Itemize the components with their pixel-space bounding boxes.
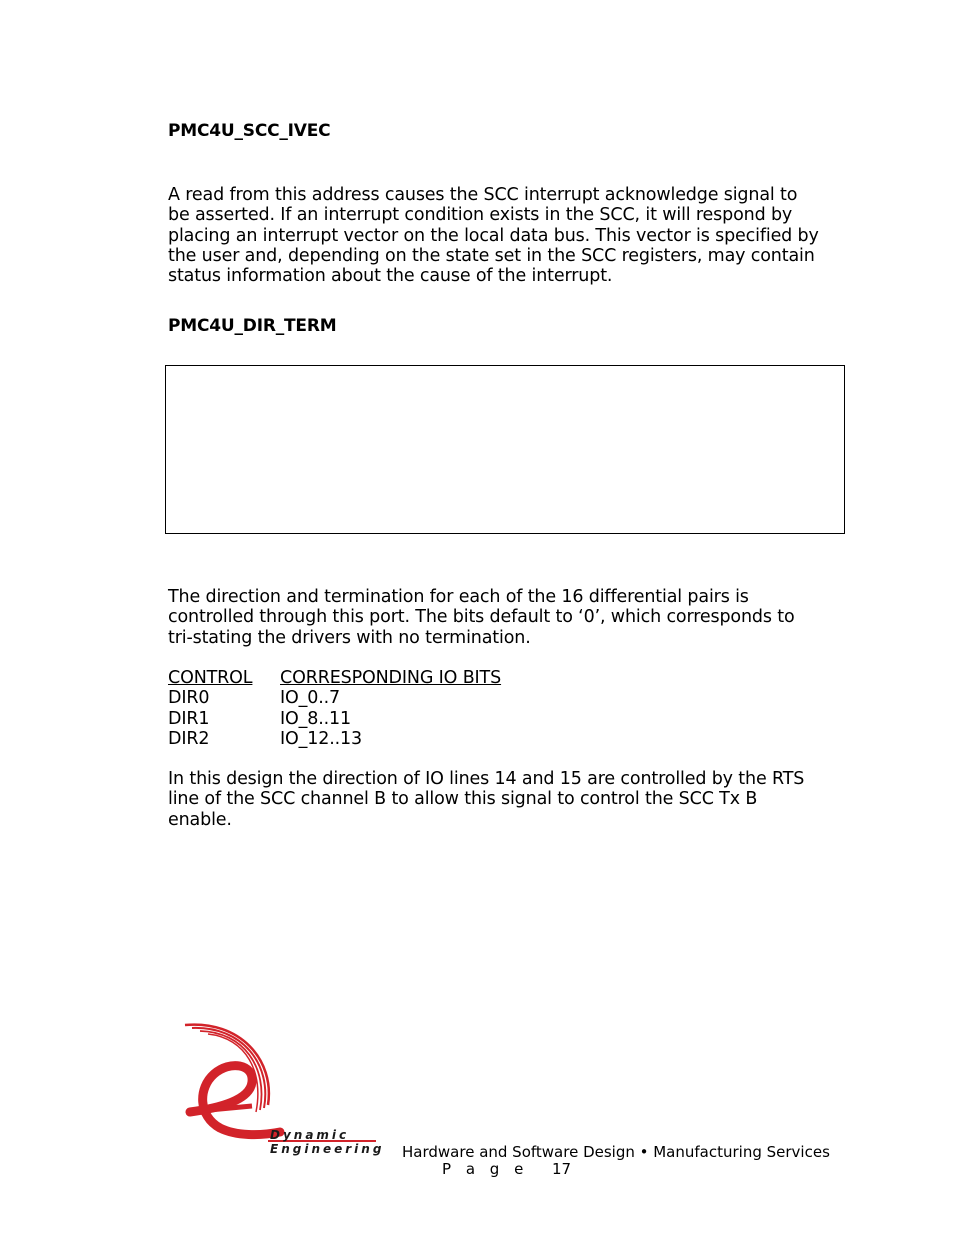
table-header-row [168, 668, 568, 688]
table-header-control: CONTROL [168, 668, 253, 688]
table-cell: IO_12..13 [280, 728, 362, 749]
table-row [168, 709, 568, 729]
table-cell: DIR2 [168, 728, 210, 749]
footer-tagline: Hardware and Software Design • Manufacturing Services [402, 1143, 830, 1161]
page-label: P a g e [442, 1160, 529, 1178]
paragraph-line: the user and, depending on the state set in the SCC registers, may contain [168, 245, 815, 266]
control-table [168, 668, 568, 749]
paragraph-line: A read from this address causes the SCC interrupt acknowledge signal to [168, 185, 798, 205]
logo-text-engineering: Engineering [270, 1142, 385, 1156]
paragraph-line: controlled through this port. The bits default to ‘0’, which corresponds to [168, 607, 795, 628]
table-header-io-bits: CORRESPONDING IO BITS [280, 668, 502, 688]
table-cell: IO_0..7 [280, 688, 341, 709]
paragraph-line: line of the SCC channel B to allow this signal to control the SCC Tx B [168, 789, 758, 810]
table-row [168, 688, 568, 708]
table-cell: IO_8..11 [280, 708, 352, 729]
paragraph-line: status information about the cause of the interrupt. [168, 266, 613, 287]
paragraph-line: be asserted. If an interrupt condition exists in the SCC, it will respond by [168, 205, 793, 226]
section-heading-scc-ivec: PMC4U_SCC_IVEC [168, 121, 331, 141]
dir-term-paragraph [168, 587, 795, 648]
paragraph-line: tri-stating the drivers with no termination. [168, 627, 531, 648]
footer-page-label [442, 1160, 528, 1178]
paragraph-line: The direction and termination for each of the 16 differential pairs is [168, 587, 749, 607]
paragraph-line: enable. [168, 809, 232, 830]
section-heading-dir-term: PMC4U_DIR_TERM [168, 316, 337, 336]
table-row [168, 729, 568, 749]
register-diagram-box [165, 365, 845, 534]
closing-paragraph [168, 769, 804, 830]
paragraph-line: placing an interrupt vector on the local data bus. This vector is specified by [168, 225, 819, 246]
page-number: 17 [552, 1160, 572, 1178]
logo-text-dynamic: Dynamic [270, 1128, 350, 1142]
table-cell: DIR0 [168, 688, 210, 709]
scc-ivec-paragraph [168, 185, 819, 286]
table-cell: DIR1 [168, 708, 210, 729]
paragraph-line: In this design the direction of IO lines 14 and 15 are controlled by the RTS [168, 769, 805, 789]
